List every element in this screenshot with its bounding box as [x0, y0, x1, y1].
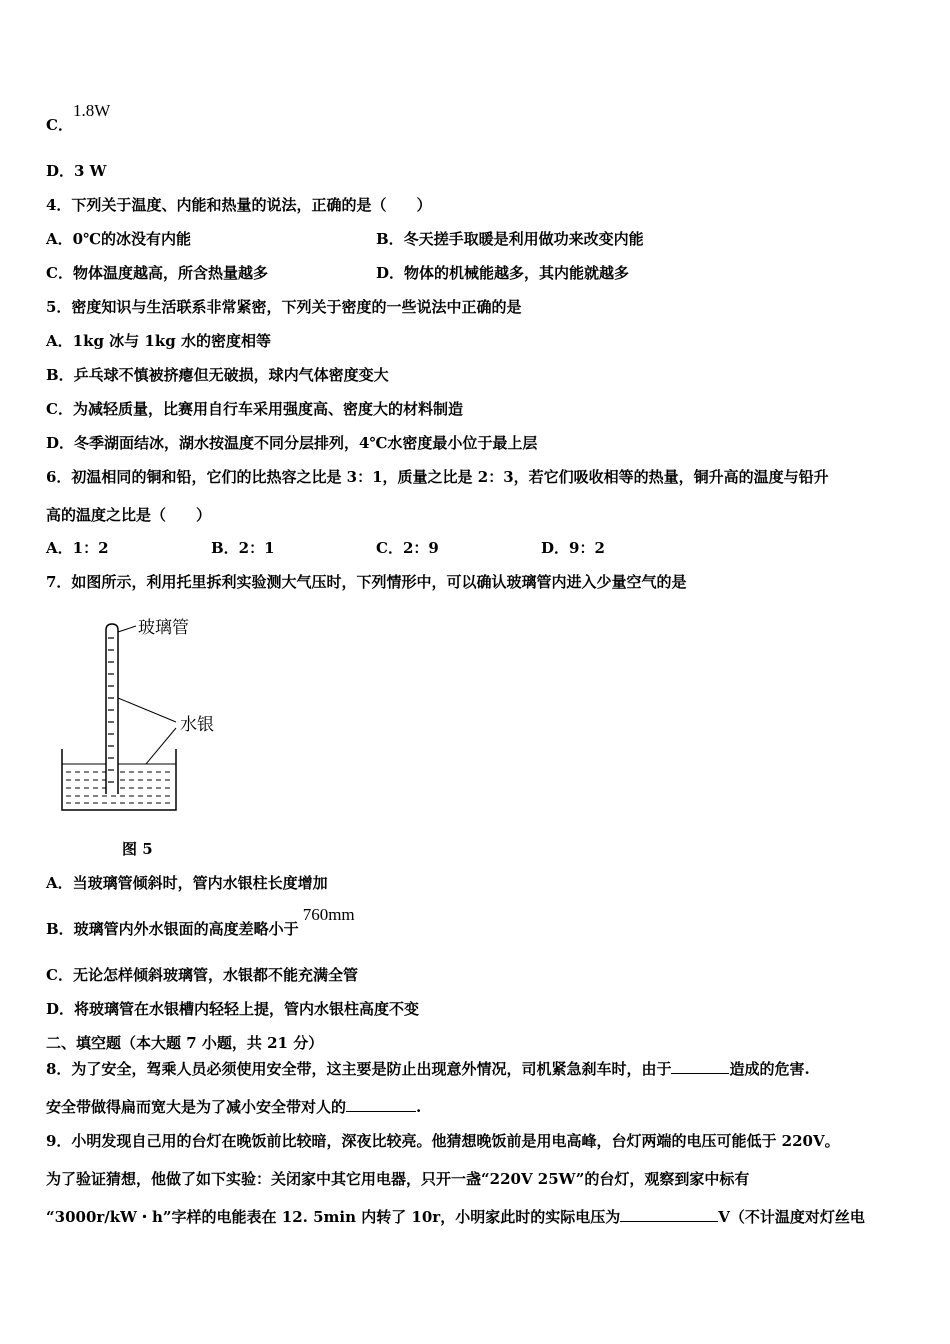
q5-option-c: C．为减轻质量，比赛用自行车采用强度高、密度大的材料制造 — [46, 400, 463, 418]
q6-option-c: C．2：9 — [376, 539, 439, 557]
section-title: 二、填空题（本大题 7 小题，共 21 分） — [46, 1034, 324, 1052]
q3-option-c-value: 1.8W — [72, 101, 111, 120]
q7-option-b-text: B．玻璃管内外水银面的高度差略小于 — [46, 920, 299, 938]
torricelli-diagram — [50, 612, 250, 818]
q6-option-d: D．9：2 — [541, 539, 605, 557]
q6-stem-line2: 高的温度之比是（ ） — [46, 506, 212, 524]
q9-text-3b: V（不计温度对灯丝电 — [718, 1208, 865, 1226]
q5-stem: 5．密度知识与生活联系非常紧密，下列关于密度的一些说法中正确的是 — [46, 298, 522, 316]
q4-option-d: D．物体的机械能越多，其内能就越多 — [376, 264, 630, 282]
q3-option-c-label: C． — [46, 116, 73, 134]
q5-option-b: B．乒乓球不慎被挤瘪但无破损，球内气体密度变大 — [46, 366, 389, 384]
q4-option-c: C．物体温度越高，所含热量越多 — [46, 264, 268, 282]
q8-text-4: . — [416, 1098, 422, 1116]
q9-line3 — [46, 1207, 865, 1227]
glass-tube — [106, 624, 118, 794]
mercury-leader-line-2 — [146, 728, 176, 764]
q8-text-1: 8．为了安全，驾乘人员必须使用安全带，这主要是防止出现意外情况，司机紧急刹车时，由于 — [46, 1060, 672, 1078]
tube-leader-line — [118, 626, 136, 632]
mercury-leader-line-1 — [118, 698, 176, 722]
q4-option-a: A．0℃的冰没有内能 — [46, 230, 192, 248]
label-glass-tube: 玻璃管 — [138, 618, 189, 638]
label-mercury: 水银 — [180, 715, 214, 735]
mercury-trough — [62, 749, 176, 810]
q9-line1: 9．小明发现自己用的台灯在晚饭前比较暗，深夜比较亮。他猜想晚饭前是用电高峰，台灯两端的电压可能低于 220V。 — [46, 1132, 840, 1150]
q8-blank-1[interactable] — [671, 1059, 729, 1074]
q9-text-3a: “3000r/kW・h”字样的电能表在 12. 5min 内转了 10r，小明家此时的实际电压为 — [46, 1208, 621, 1226]
q7-option-b-value: 760mm — [302, 905, 355, 924]
q8-line1 — [46, 1059, 810, 1079]
q8-text-3: 安全带做得扁而宽大是为了减小安全带对人的 — [46, 1098, 347, 1116]
q9-line2: 为了验证猜想，他做了如下实验：关闭家中其它用电器，只开一盏“220V 25W”的台灯，观察到家中标有 — [46, 1170, 750, 1188]
q5-option-a: A．1kg 冰与 1kg 水的密度相等 — [46, 332, 271, 350]
q7-option-a: A．当玻璃管倾斜时，管内水银柱长度增加 — [46, 874, 328, 892]
q7-option-b — [46, 905, 355, 939]
torricelli-figure — [50, 612, 250, 822]
q8-line2 — [46, 1097, 421, 1117]
q7-stem: 7．如图所示，利用托里拆利实验测大气压时，下列情形中，可以确认玻璃管内进入少量空气的是 — [46, 573, 687, 591]
q8-blank-2[interactable] — [346, 1097, 416, 1112]
q7-option-c: C．无论怎样倾斜玻璃管，水银都不能充满全管 — [46, 966, 358, 984]
q5-option-d: D．冬季湖面结冰，湖水按温度不同分层排列，4℃水密度最小位于最上层 — [46, 434, 538, 452]
q3-option-c — [46, 101, 111, 135]
figure-caption: 图 5 — [122, 840, 153, 858]
q8-text-2: 造成的危害. — [729, 1060, 810, 1078]
q4-stem: 4．下列关于温度、内能和热量的说法，正确的是（ ） — [46, 196, 432, 214]
q4-option-b: B．冬天搓手取暖是利用做功来改变内能 — [376, 230, 644, 248]
q7-option-d: D．将玻璃管在水银槽内轻轻上提，管内水银柱高度不变 — [46, 1000, 420, 1018]
q3-option-d: D．3 W — [46, 162, 107, 180]
q6-stem-line1: 6．初温相同的铜和铅，它们的比热容之比是 3：1，质量之比是 2：3，若它们吸收相等的热量，铜升高的温度与铅升 — [46, 468, 829, 486]
q6-option-a: A．1：2 — [46, 539, 109, 557]
q6-option-b: B．2：1 — [211, 539, 275, 557]
q9-blank[interactable] — [620, 1207, 718, 1222]
